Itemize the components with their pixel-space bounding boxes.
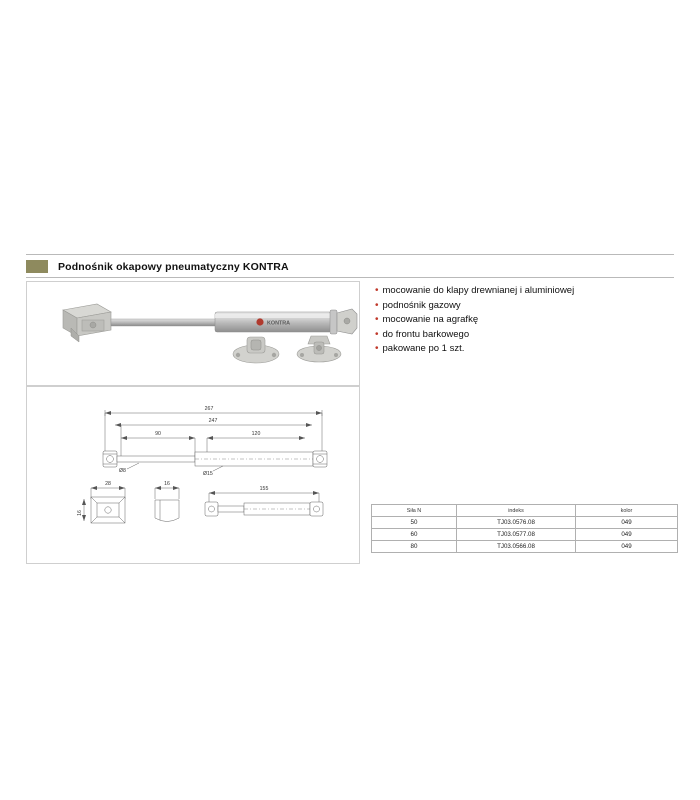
list-item (375, 328, 675, 343)
table-cell-color: 049 (576, 529, 678, 541)
photo-left-bracket (63, 304, 111, 342)
svg-text:KONTRA: KONTRA (267, 320, 291, 327)
page-title: Podnośnik okapowy pneumatyczny KONTRA (58, 260, 289, 273)
dim-mid-length: 247 (208, 418, 218, 424)
table-cell-color: 049 (576, 541, 678, 553)
list-item (375, 313, 675, 328)
title-bar (26, 258, 674, 275)
dim-bracket-height: 16 (77, 510, 83, 516)
table-row (372, 541, 678, 553)
technical-drawing-svg (27, 387, 359, 563)
list-item (375, 299, 675, 314)
list-item (375, 342, 675, 357)
table-header-cell: indeks (457, 505, 576, 517)
title-color-swatch (26, 260, 48, 273)
feature-text: mocowanie na agrafkę (382, 314, 479, 325)
table-cell-force: 80 (372, 541, 457, 553)
feature-text: podnośnik gazowy (382, 299, 461, 311)
spec-table (371, 504, 678, 553)
product-photo-illustration (27, 282, 359, 385)
table-header-row (372, 505, 678, 517)
feature-text: pakowane po 1 szt. (382, 343, 465, 354)
bullet-icon: • (375, 299, 379, 311)
table-cell-index: TJ03.0566.08 (457, 541, 576, 553)
photo-clip-bracket (297, 336, 341, 362)
table-cell-force: 60 (372, 529, 457, 541)
photo-piston-rod (111, 319, 217, 326)
table-cell-color: 049 (576, 517, 678, 529)
table-header-cell: kolor (576, 505, 678, 517)
product-photo (26, 281, 360, 386)
feature-text: mocowanie do klapy drewnianej i aluminiowej (382, 285, 575, 296)
dim-total-length: 267 (204, 406, 214, 412)
table-cell-index: TJ03.0576.08 (457, 517, 576, 529)
top-divider (26, 254, 674, 255)
bullet-icon: • (375, 343, 379, 354)
dim-barrel-diameter: Ø8 (119, 468, 126, 474)
feature-text: do frontu barkowego (382, 328, 470, 340)
technical-drawing (26, 386, 360, 564)
table-cell-index: TJ03.0577.08 (457, 529, 576, 541)
dim-clip-width: 16 (164, 481, 170, 487)
table-row (372, 529, 678, 541)
bullet-icon: • (375, 285, 379, 296)
bullet-icon: • (375, 328, 379, 340)
dim-bracket-width: 28 (105, 481, 111, 487)
feature-list (375, 284, 675, 357)
table-cell-force: 50 (372, 517, 457, 529)
dim-lower-length: 155 (259, 486, 269, 492)
list-item (375, 284, 675, 299)
dim-left-segment: 90 (155, 431, 161, 437)
dim-right-segment: 120 (251, 431, 261, 437)
dim-rod-diameter: Ø15 (203, 471, 213, 477)
table-row (372, 517, 678, 529)
bullet-icon: • (375, 314, 379, 325)
photo-mount-plate (233, 337, 279, 363)
table-header-cell: Siła N (372, 505, 457, 517)
title-divider (26, 277, 674, 278)
